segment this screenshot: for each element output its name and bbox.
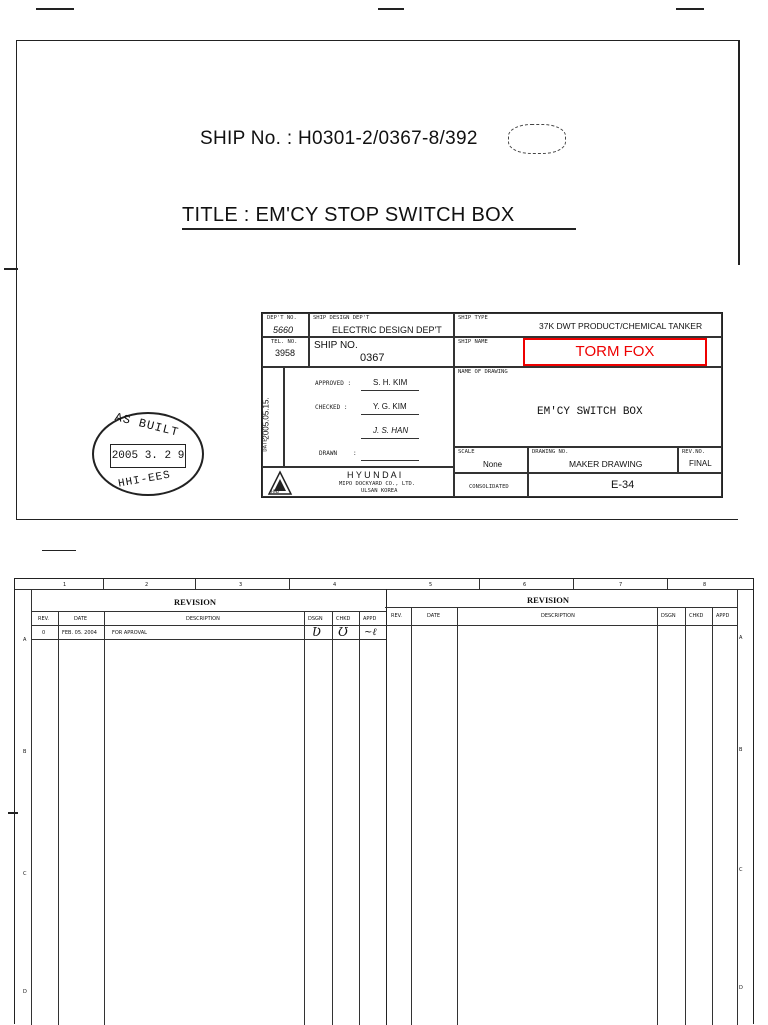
scan-mark <box>676 8 704 10</box>
ship-name-value: TORM FOX <box>523 338 707 366</box>
col-header-date: DATE <box>74 616 88 622</box>
as-built-stamp <box>92 412 204 496</box>
side-letter-c-right: C <box>739 867 743 873</box>
strip-divider <box>573 579 574 589</box>
drawing-no-value: MAKER DRAWING <box>569 459 643 469</box>
stamp-bottom-text: HHI-EES <box>117 469 172 491</box>
col-header-rev: REV. <box>38 616 49 622</box>
dept-no-cell <box>262 313 309 337</box>
revision-heading-right: REVISION <box>527 595 570 605</box>
name-of-drawing-value: EM'CY SWITCH BOX <box>537 406 643 418</box>
date-value: 2005.05.15. <box>261 397 271 440</box>
col-header-dsgn: DSGN <box>308 616 323 622</box>
name-of-drawing-label: NAME OF DRAWING <box>458 369 508 375</box>
scan-mark <box>378 8 404 10</box>
row-date: FEB. 05. 2004 <box>62 630 97 636</box>
col-header-rev: REV. <box>391 613 402 619</box>
column-line <box>332 611 333 1025</box>
company-name: H Y U N D A I <box>347 470 402 480</box>
grid-number: 3 <box>239 582 243 588</box>
side-letter-a: A <box>23 637 27 643</box>
strip-divider <box>667 579 668 589</box>
side-letter-b: B <box>23 749 27 755</box>
scale-label: SCALE <box>458 449 475 455</box>
col-header-appd: APPD <box>363 616 377 622</box>
col-header-dsgn: DSGN <box>661 613 676 619</box>
title-underline <box>182 228 576 230</box>
checked-value: Y. G. KIM <box>373 402 407 411</box>
grid-number: 5 <box>429 582 433 588</box>
drawing-title: TITLE : EM'CY STOP SWITCH BOX <box>182 204 515 226</box>
col-header-description: DESCRIPTION <box>541 613 575 619</box>
col-header-date: DATE <box>427 613 441 619</box>
signature-appd: ~ℓ <box>364 627 377 638</box>
revision-sheet <box>14 578 754 1024</box>
cover-frame-right <box>738 40 740 265</box>
logo-text: HMD <box>271 490 280 495</box>
tel-value: 3958 <box>275 348 296 358</box>
stamp-date: 2005 3. 2 9 <box>110 444 186 468</box>
side-letter-c: C <box>23 871 27 877</box>
title-block <box>261 312 723 498</box>
strip-divider <box>479 579 480 589</box>
consolidated-cell <box>528 473 722 497</box>
dept-no-value: 5660 <box>273 325 294 335</box>
drawing-no-label: DRAWING NO. <box>532 449 569 455</box>
ship-name-label: SHIP NAME <box>458 339 488 345</box>
side-letter-b-right: B <box>739 747 743 753</box>
ship-no-label: SHIP NO. <box>314 340 358 351</box>
designed-value: J. S. HAN <box>373 426 409 435</box>
ship-no-cell <box>309 337 454 367</box>
ship-number-heading: SHIP No. : H0301-2/0367-8/392 <box>200 128 478 149</box>
scale-value: None <box>483 460 503 469</box>
revision-heading-left: REVISION <box>174 597 217 607</box>
strip-divider <box>289 579 290 589</box>
ship-number-circle <box>508 124 566 154</box>
scan-mark <box>42 550 76 551</box>
company-sub1: MIPO DOCKYARD CO., LTD. <box>339 481 416 487</box>
approved-line <box>361 390 419 391</box>
checked-line <box>361 414 419 415</box>
checked-label: CHECKED : <box>315 404 348 411</box>
grid-number: 4 <box>333 582 337 588</box>
tel-label: TEL. NO. <box>271 339 298 345</box>
column-line <box>411 607 412 1025</box>
ship-name-cell <box>454 337 722 367</box>
grid-number: 7 <box>619 582 623 588</box>
designed-line <box>361 438 419 439</box>
company-cell <box>262 467 454 497</box>
drawn-line <box>361 460 419 461</box>
col-header-chkd: CHKD <box>689 613 704 619</box>
ship-design-value: ELECTRIC DESIGN DEP'T <box>332 325 442 335</box>
column-line <box>104 611 105 1025</box>
column-line <box>457 607 458 1025</box>
ship-type-value: 37K DWT PRODUCT/CHEMICAL TANKER <box>539 321 703 331</box>
name-of-drawing-cell <box>454 367 722 447</box>
strip-divider <box>103 579 104 589</box>
approved-label: APPROVED : <box>315 380 352 387</box>
consolidated-label: CONSOLIDATED <box>469 484 509 490</box>
date-label: DATE <box>262 438 269 452</box>
date-cell <box>262 367 284 467</box>
column-line <box>712 607 713 1025</box>
grid-number: 6 <box>523 582 527 588</box>
col-header-chkd: CHKD <box>336 616 351 622</box>
side-letter-d-right: D <box>739 985 743 991</box>
strip-divider <box>195 579 196 589</box>
grid-number: 8 <box>703 582 707 588</box>
rev-no-cell <box>678 447 722 473</box>
side-letter-a-right: A <box>739 635 743 641</box>
ship-design-cell <box>309 313 454 337</box>
drawn-label: DRAWN <box>319 450 338 457</box>
tel-cell <box>262 337 309 367</box>
column-line <box>359 611 360 1025</box>
row-description: FOR APROVAL <box>112 630 147 636</box>
rev-no-value: FINAL <box>689 459 712 468</box>
scale-cell <box>454 447 528 473</box>
col-header-appd: APPD <box>716 613 730 619</box>
company-sub2: ULSAN KOREA <box>361 488 398 494</box>
signature-dsgn: Ʋ <box>312 625 322 639</box>
column-line <box>657 607 658 1025</box>
scan-mark <box>36 8 74 10</box>
drawing-no-cell <box>528 447 678 473</box>
ship-type-cell <box>454 313 722 337</box>
grid-number: 1 <box>63 582 67 588</box>
grid-number: 2 <box>145 582 149 588</box>
ship-no-value: 0367 <box>360 352 385 364</box>
ship-design-label: SHIP DESIGN DEP'T <box>313 315 370 321</box>
stamp-top-text: AS BUILT <box>113 410 181 440</box>
column-line <box>685 607 686 1025</box>
col-header-description: DESCRIPTION <box>186 616 220 622</box>
drawn-colon: : <box>353 450 357 457</box>
consolidated-value: E-34 <box>611 479 635 491</box>
rev-no-label: REV.NO. <box>682 449 706 455</box>
side-letter-d: D <box>23 989 27 995</box>
approvals-cell <box>284 367 454 467</box>
ship-type-label: SHIP TYPE <box>458 315 488 321</box>
signature-chkd: Ʊ <box>338 625 348 639</box>
column-line <box>58 611 59 1025</box>
column-line <box>304 611 305 1025</box>
approved-value: S. H. KIM <box>373 378 408 387</box>
consolidated-label-cell <box>454 473 528 497</box>
dept-no-label: DEP'T NO. <box>267 315 297 321</box>
row-rev: 0 <box>42 630 46 636</box>
revision-table-right <box>385 589 738 1025</box>
revision-table-left <box>31 589 387 1025</box>
